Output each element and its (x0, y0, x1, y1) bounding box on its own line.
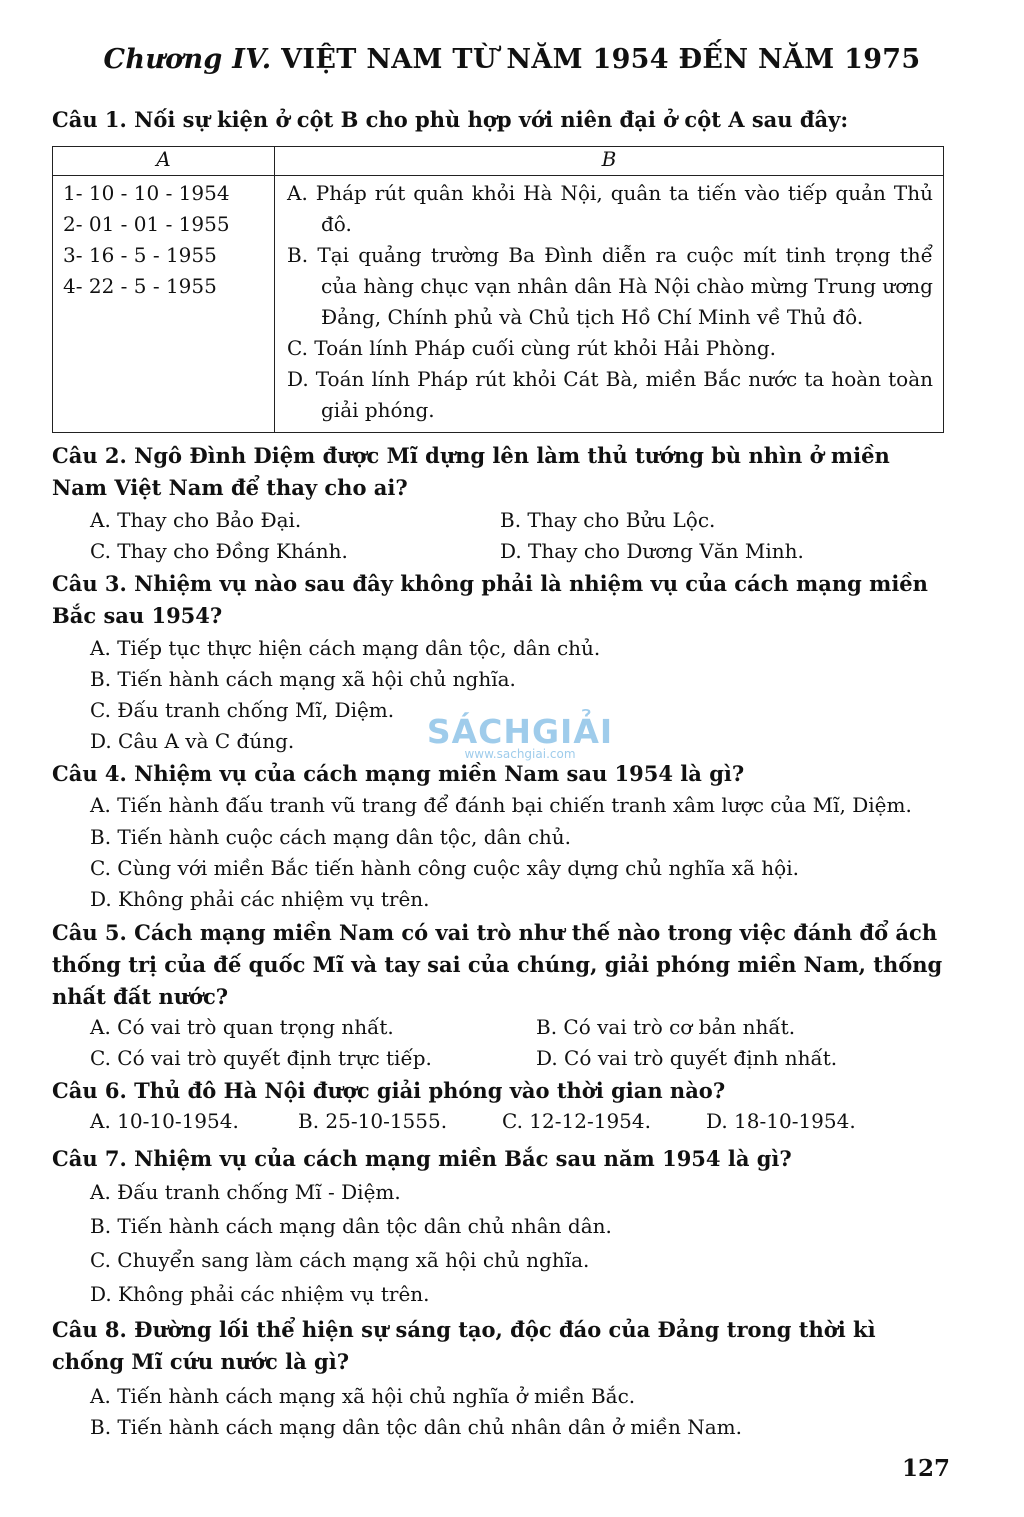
chapter-title (0, 44, 1024, 75)
question-1-label: Câu 1. Nối sự kiện ở cột B cho phù hợp với niên đại ở cột A sau đây: (52, 107, 849, 132)
matching-table (52, 146, 944, 433)
question-2-label: Câu 2. Ngô Đình Diệm được Mĩ dựng lên làm thủ tướng bù nhìn ở miền Nam Việt Nam để thay cho ai? (52, 443, 890, 500)
watermark-url: www.sachgiai.com (464, 747, 576, 761)
date-item: 3- 16 - 5 - 1955 (63, 243, 217, 267)
answer-option: B. Tiến hành cuộc cách mạng dân tộc, dân chủ. (90, 825, 572, 849)
answer-option: A. Thay cho Bảo Đại. (90, 508, 302, 532)
date-item: 2- 01 - 01 - 1955 (63, 212, 230, 236)
answer-option: A. Tiến hành cách mạng xã hội chủ nghĩa ở miền Bắc. (90, 1384, 636, 1408)
chapter-heading: VIỆT NAM TỪ NĂM 1954 ĐẾN NĂM 1975 (281, 44, 921, 75)
event-item: D. Toán lính Pháp rút khỏi Cát Bà, miền Bắc nước ta hoàn toàn giải phóng. (287, 367, 933, 422)
answer-option: A. Tiếp tục thực hiện cách mạng dân tộc, dân chủ. (90, 636, 601, 660)
answer-option: B. 25-10-1555. (298, 1109, 448, 1133)
answer-option: C. Cùng với miền Bắc tiến hành công cuộc xây dựng chủ nghĩa xã hội. (90, 856, 799, 880)
page-number: 127 (901, 1455, 950, 1482)
answer-option: A. Tiến hành đấu tranh vũ trang để đánh bại chiến tranh xâm lược của Mĩ, Diệm. (90, 793, 912, 817)
chapter-number: Chương IV. (103, 44, 272, 75)
sachgiai-watermark-logo (410, 712, 630, 761)
answer-option: D. Câu A và C đúng. (90, 729, 295, 753)
answer-option: B. Có vai trò cơ bản nhất. (536, 1015, 796, 1039)
event-item: C. Toán lính Pháp cuối cùng rút khỏi Hải Phòng. (287, 336, 776, 360)
answer-option: A. Đấu tranh chống Mĩ - Diệm. (90, 1180, 401, 1204)
event-item: B. Tại quảng trường Ba Đình diễn ra cuộc mít tinh trọng thể của hàng chục vạn nhân dân Hà Nội chào mừng Trung ương Đảng, Chính phủ và Chủ tịch Hồ Chí Minh về Thủ đô. (287, 243, 933, 329)
question-5-label: Câu 5. Cách mạng miền Nam có vai trò như thế nào trong việc đánh đổ ách thống trị của đế quốc Mĩ và tay sai của chúng, giải phóng miền Nam, thống nhất đất nước? (52, 920, 943, 1009)
question-4-label: Câu 4. Nhiệm vụ của cách mạng miền Nam sau 1954 là gì? (52, 761, 745, 786)
answer-option: A. Có vai trò quan trọng nhất. (90, 1015, 394, 1039)
answer-option: B. Tiến hành cách mạng xã hội chủ nghĩa. (90, 667, 516, 691)
answer-option: C. Chuyển sang làm cách mạng xã hội chủ nghĩa. (90, 1248, 590, 1272)
column-b-header: B (275, 147, 944, 176)
answer-option: C. 12-12-1954. (502, 1109, 651, 1133)
answer-option: D. Thay cho Dương Văn Minh. (500, 539, 804, 563)
answer-option: C. Đấu tranh chống Mĩ, Diệm. (90, 698, 395, 722)
event-item: A. Pháp rút quân khỏi Hà Nội, quân ta tiến vào tiếp quản Thủ đô. (287, 181, 933, 236)
column-b-cell (275, 176, 944, 433)
answer-option: C. Thay cho Đồng Khánh. (90, 539, 348, 563)
answer-option: A. 10-10-1954. (90, 1109, 239, 1133)
question-7-label: Câu 7. Nhiệm vụ của cách mạng miền Bắc sau năm 1954 là gì? (52, 1146, 792, 1171)
question-3-label: Câu 3. Nhiệm vụ nào sau đây không phải là nhiệm vụ của cách mạng miền Bắc sau 1954? (52, 571, 928, 628)
column-a-cell (53, 176, 275, 433)
answer-option: D. Không phải các nhiệm vụ trên. (90, 1282, 430, 1306)
answer-option: D. Có vai trò quyết định nhất. (536, 1046, 838, 1070)
answer-option: C. Có vai trò quyết định trực tiếp. (90, 1046, 432, 1070)
date-item: 1- 10 - 10 - 1954 (63, 181, 230, 205)
question-6-label: Câu 6. Thủ đô Hà Nội được giải phóng vào thời gian nào? (52, 1078, 726, 1103)
answer-option: B. Tiến hành cách mạng dân tộc dân chủ nhân dân. (90, 1214, 612, 1238)
answer-option: B. Thay cho Bửu Lộc. (500, 508, 716, 532)
question-8-label: Câu 8. Đường lối thể hiện sự sáng tạo, độc đáo của Đảng trong thời kì chống Mĩ cứu nước là gì? (52, 1317, 876, 1374)
watermark-text: SÁCHGIẢI (426, 712, 614, 751)
answer-option: B. Tiến hành cách mạng dân tộc dân chủ nhân dân ở miền Nam. (90, 1415, 742, 1439)
column-a-header: A (53, 147, 275, 176)
answer-option: D. Không phải các nhiệm vụ trên. (90, 887, 430, 911)
answer-option: D. 18-10-1954. (706, 1109, 856, 1133)
date-item: 4- 22 - 5 - 1955 (63, 274, 217, 298)
